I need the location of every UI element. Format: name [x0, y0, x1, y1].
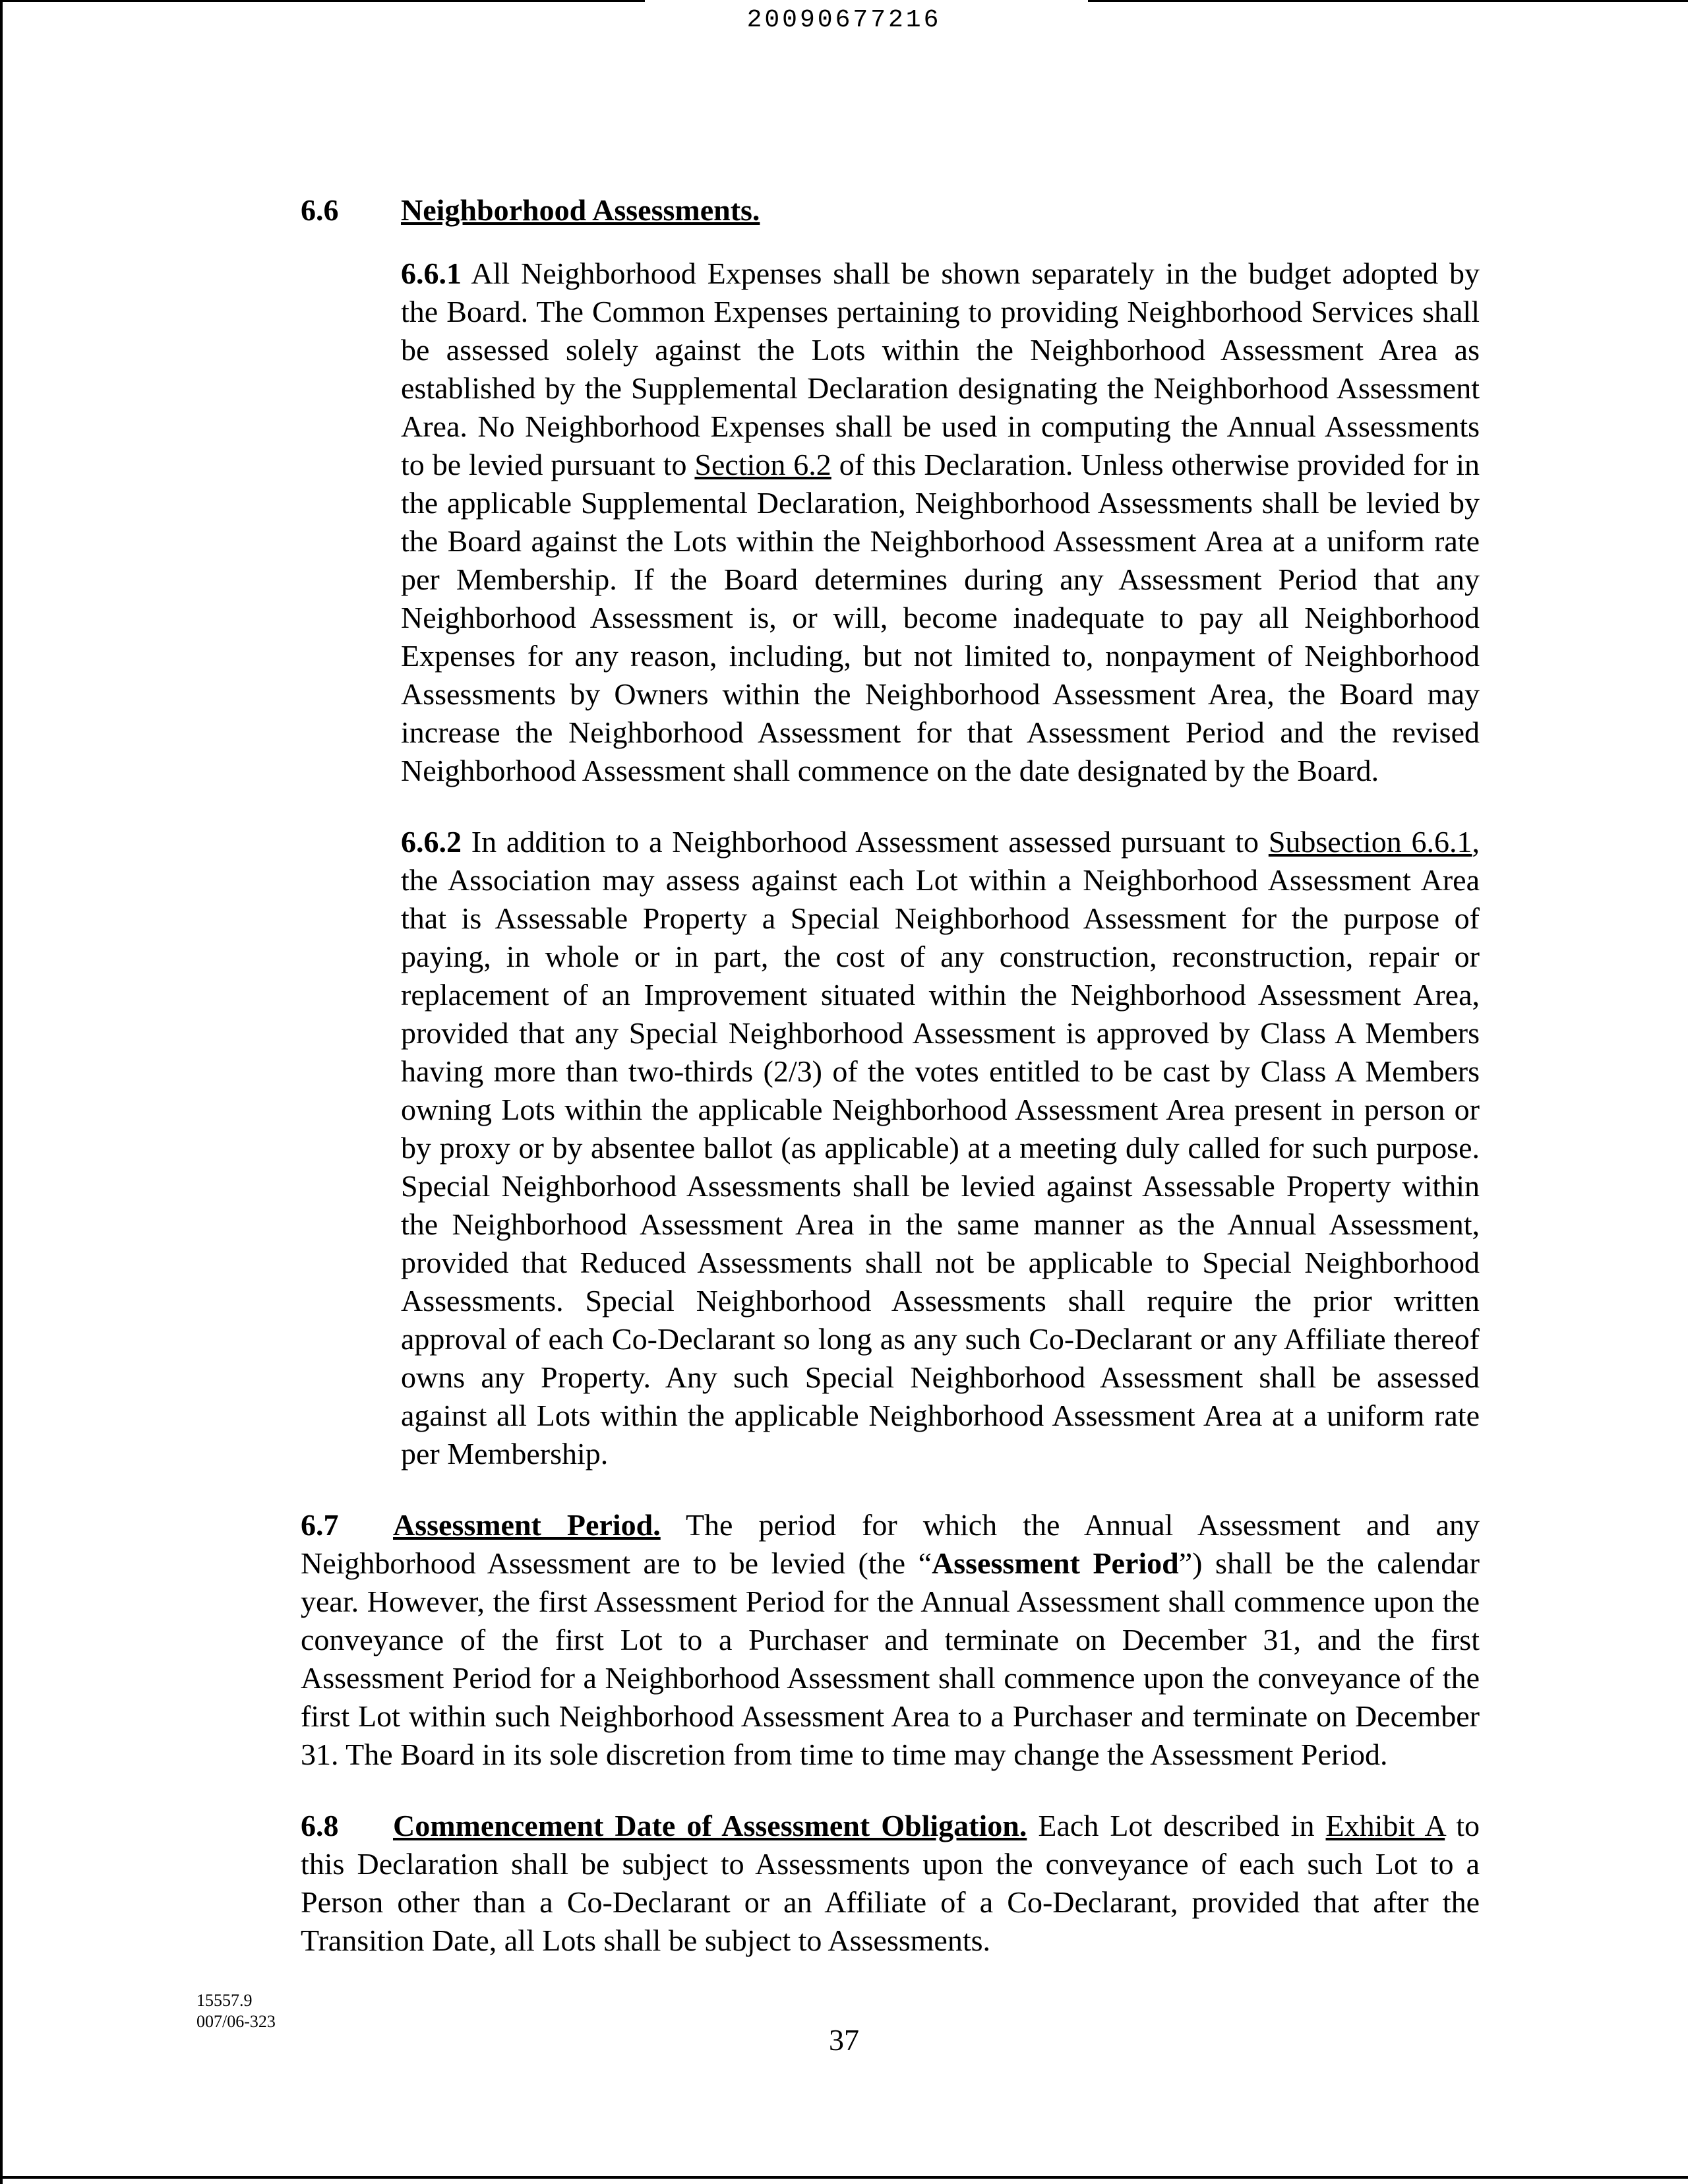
- page-number: 37: [829, 2023, 859, 2057]
- paragraph-number: 6.6.1: [401, 257, 462, 290]
- section-6-8: [196, 1807, 1480, 1960]
- section-number: 6.6: [301, 193, 339, 227]
- document-body: [196, 191, 1480, 1960]
- bottom-border: [0, 2176, 1688, 2179]
- paragraph-text: In addition to a Neighborhood Assessment assessed pursuant to: [462, 825, 1269, 859]
- paragraph-text-cont: , the Association may assess against each Lot within a Neighborhood Assessment Area that is Assessable Property a Special Neighborhood Assessment for the purpose of paying, in whole or in part, the cost of any construction, reconstruction, repair or replacement of an Improvement situated within the Neighborhood Assessment Area, provided that any Special Neighborhood Assessment is approved by Class A Members having more than two-thirds (2/3) of the votes entitled to be cast by Class A Members owning Lots within the applicable Neighborhood Assessment Area present in person or by proxy or by absentee ballot (as applicable) at a meeting duly called for such purpose. Special Neighborhood Assessments shall be levied against Assessable Property within the Neighborhood Assessment Area in the same manner as the Annual Assessment, provided that Reduced Assessments shall not be applicable to Special Neighborhood Assessments. Special Neighborhood Assessments shall require the prior written approval of each Co-Declarant so long as any such Co-Declarant or any Affiliate thereof owns any Property. Any such Special Neighborhood Assessment shall be assessed against all Lots within the applicable Neighborhood Assessment Area at a uniform rate per Membership.: [401, 825, 1480, 1471]
- section-number: 6.8: [301, 1809, 339, 1842]
- section-title: Commencement Date of Assessment Obligation.: [393, 1809, 1027, 1842]
- paragraph-text: The period for which the Annual Assessment and any Neighborhood Assessment are to be levied (the “: [301, 1508, 1480, 1580]
- section-6-6-heading: [196, 191, 1480, 229]
- paragraph-text: Each Lot described in: [1027, 1809, 1326, 1842]
- paragraph-text-cont: ”) shall be the calendar year. However, the first Assessment Period for the Annual Assessment shall commence upon the conveyance of the first Lot to a Purchaser and terminate on December 31, and the first Assessment Period for a Neighborhood Assessment shall commence upon the conveyance of the first Lot within such Neighborhood Assessment Area to a Purchaser and terminate on December 31. The Board in its sole discretion from time to time may change the Assessment Period.: [301, 1546, 1480, 1771]
- section-6-7: [196, 1506, 1480, 1774]
- paragraph-text: All Neighborhood Expenses shall be shown separately in the budget adopted by the Board. The Common Expenses pertaining to providing Neighborhood Services shall be assessed solely against the Lots within the Neighborhood Assessment Area as established by the Supplemental Declaration designating the Neighborhood Assessment Area. No Neighborhood Expenses shall be used in computing the Annual Assessments to be levied pursuant to: [401, 257, 1480, 481]
- exhibit-reference: Exhibit A: [1325, 1809, 1445, 1842]
- paragraph-text-cont: of this Declaration. Unless otherwise provided for in the applicable Supplemental Declaration, Neighborhood Assessments shall be levied by the Board against the Lots within the Neighborhood Assessment Area at a uniform rate per Membership. If the Board determines during any Assessment Period that any Neighborhood Assessment is, or will, become inadequate to pay all Neighborhood Expenses for any reason, including, but not limited to, nonpayment of Neighborhood Assessments by Owners within the Neighborhood Assessment Area, the Board may increase the Neighborhood Assessment for that Assessment Period and the revised Neighborhood Assessment shall commence on the date designated by the Board.: [401, 448, 1480, 787]
- top-border-right: [1088, 0, 1688, 2]
- document-number: 20090677216: [746, 6, 942, 34]
- top-border-left: [0, 0, 645, 2]
- section-number: 6.7: [301, 1508, 339, 1542]
- defined-term: Assessment Period: [932, 1546, 1179, 1580]
- paragraph-6-6-2: [196, 823, 1480, 1473]
- footer-code-line-2: 007/06-323: [196, 2012, 276, 2031]
- subsection-reference: Subsection 6.6.1: [1268, 825, 1472, 859]
- section-reference: Section 6.2: [694, 448, 831, 481]
- footer-code-line-1: 15557.9: [196, 1991, 253, 2010]
- paragraph-number: 6.6.2: [401, 825, 462, 859]
- paragraph-text-cont: to this Declaration shall be subject to Assessments upon the conveyance of each such Lot to a Person other than a Co-Declarant or an Affiliate of a Co-Declarant, provided that after the Transition Date, all Lots shall be subject to Assessments.: [301, 1809, 1480, 1957]
- left-border: [0, 0, 3, 2184]
- paragraph-6-6-1: [196, 255, 1480, 790]
- section-title: Neighborhood Assessments.: [401, 193, 760, 227]
- section-title: Assessment Period.: [393, 1508, 661, 1542]
